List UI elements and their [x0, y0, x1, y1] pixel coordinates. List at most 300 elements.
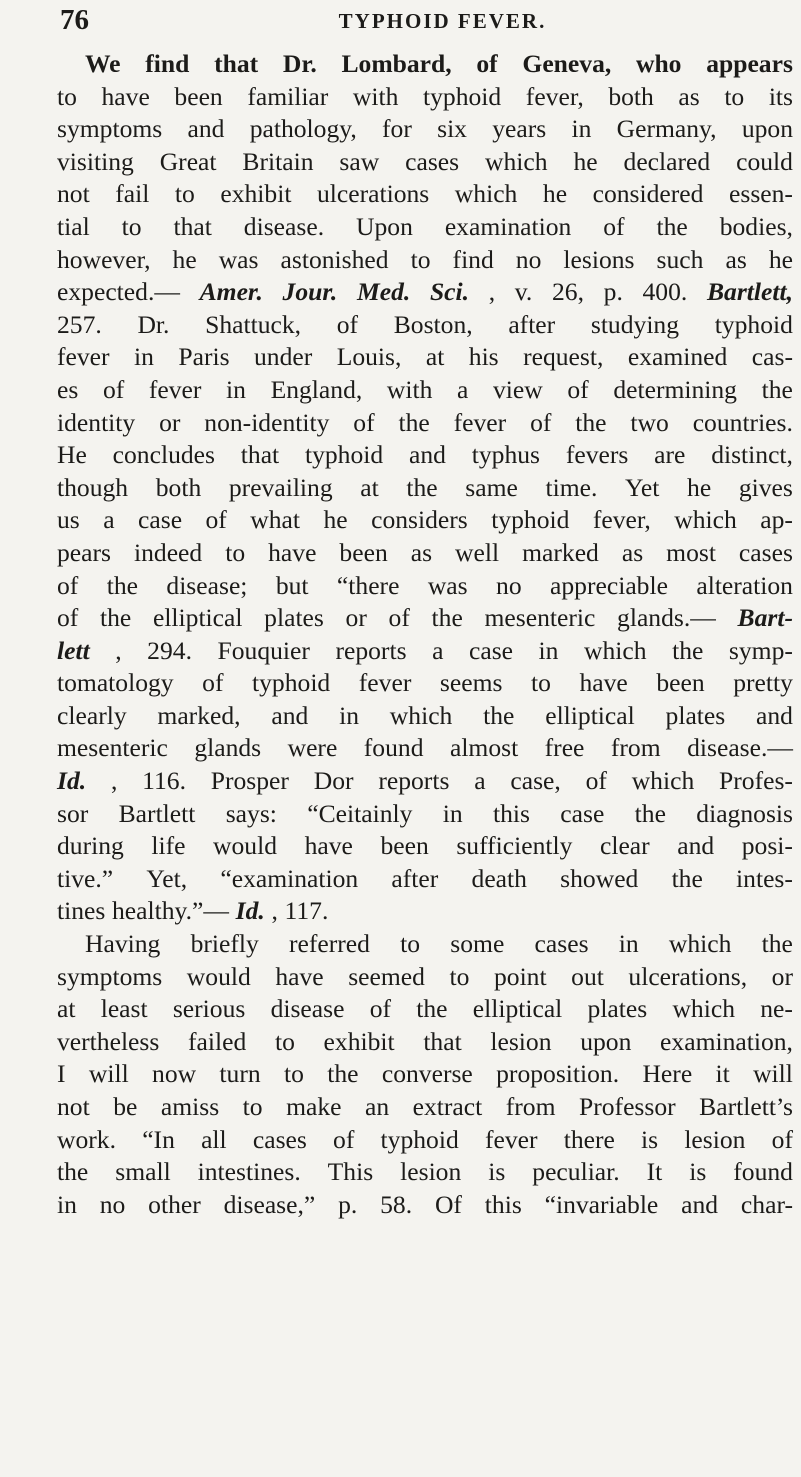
word: lesions — [563, 244, 635, 274]
text-line — [57, 1026, 793, 1059]
word: which — [485, 146, 548, 176]
word: to — [400, 929, 421, 959]
word: at — [360, 472, 379, 502]
word: find — [452, 244, 494, 274]
word: same — [465, 472, 518, 502]
word: This — [327, 1157, 374, 1187]
word: proposition. — [496, 1059, 620, 1089]
word: of — [388, 603, 410, 633]
word: Having — [85, 929, 161, 959]
word: of — [369, 994, 392, 1024]
word: the — [100, 603, 132, 633]
word: char- — [740, 1189, 793, 1219]
word: under — [253, 342, 313, 372]
word: symp- — [728, 635, 793, 665]
word: 58. — [380, 1189, 413, 1219]
word: p. — [338, 1189, 358, 1219]
word: cases — [252, 1124, 307, 1154]
text-line — [57, 700, 793, 733]
word: this — [492, 798, 530, 828]
word: Bart- — [737, 603, 793, 633]
word: case — [468, 635, 514, 665]
word: Bartlett’s — [699, 1092, 793, 1121]
word: the — [398, 407, 430, 437]
word: Britain — [242, 146, 314, 176]
word: I — [57, 1059, 66, 1089]
word: symptoms — [57, 961, 163, 991]
word: in — [57, 1189, 77, 1219]
text-line — [57, 341, 793, 374]
word: He — [57, 440, 87, 470]
word: now — [152, 1059, 197, 1089]
word: marked, — [157, 700, 241, 730]
word: identity — [57, 407, 136, 437]
word: It — [646, 1157, 663, 1187]
word: considered — [592, 179, 704, 209]
word: would — [186, 961, 251, 991]
word: view — [493, 374, 543, 404]
word: alteration — [696, 570, 793, 600]
word: found — [363, 733, 424, 763]
word: appreciable — [550, 570, 668, 600]
word: Upon — [356, 211, 413, 241]
word: to — [283, 1059, 304, 1089]
word: will — [88, 1059, 129, 1089]
word: upon — [741, 114, 793, 144]
word: during — [57, 831, 124, 861]
word: of — [603, 211, 625, 241]
word: or — [345, 603, 367, 633]
word: astonished — [280, 244, 389, 274]
text-line — [57, 472, 793, 505]
word: find — [145, 49, 190, 78]
word: be — [113, 1092, 138, 1121]
word: fever, — [592, 505, 651, 535]
word: of — [476, 49, 498, 78]
word: of — [530, 407, 552, 437]
word: Professor — [579, 1092, 676, 1121]
word: disease. — [243, 211, 325, 241]
word: Bartlett, — [706, 277, 793, 307]
word: disease — [270, 994, 345, 1024]
text-line — [57, 178, 793, 211]
word: been — [339, 537, 388, 567]
word: Here — [642, 1059, 693, 1089]
word: elliptical — [472, 994, 563, 1024]
word: some — [450, 929, 505, 959]
word: cases — [738, 537, 793, 567]
body-text — [57, 48, 793, 1221]
word: typhoid — [491, 505, 570, 535]
word: “there — [336, 570, 400, 600]
word: fever — [484, 1124, 538, 1154]
word: which — [672, 994, 735, 1024]
word: ulcerations — [316, 179, 430, 209]
word: almost — [449, 733, 519, 763]
word: as — [678, 81, 700, 111]
word: seems — [439, 668, 503, 698]
word: “Ceitainly — [307, 798, 413, 828]
word: 116. — [142, 766, 186, 796]
word: was — [218, 244, 259, 274]
text-line — [57, 309, 793, 342]
word: Lombard, — [341, 49, 452, 78]
word: is — [641, 1124, 659, 1154]
word: 26, — [551, 277, 584, 307]
word: his — [468, 342, 499, 372]
word: he — [768, 244, 793, 274]
word: to — [724, 81, 745, 111]
text-line — [57, 48, 793, 81]
word: plates — [665, 700, 726, 730]
word: , — [110, 766, 118, 796]
word: after — [508, 309, 556, 339]
page-number: 76 — [60, 4, 89, 36]
text-line — [57, 928, 793, 961]
word: concludes — [112, 440, 215, 470]
word: studying — [590, 309, 680, 339]
word: he — [573, 146, 598, 176]
text-line — [57, 537, 793, 570]
word: have — [579, 668, 628, 698]
word: Profes- — [719, 766, 793, 796]
text-line — [57, 211, 793, 244]
word: not — [57, 1092, 90, 1121]
word: the — [416, 994, 448, 1024]
word: failed — [188, 1026, 247, 1056]
word: that — [173, 211, 212, 241]
word: for — [382, 114, 412, 144]
word: sor — [57, 798, 89, 828]
word: a — [103, 505, 115, 535]
word: as — [410, 537, 433, 567]
word: marked — [522, 537, 599, 567]
word: non-identity — [204, 407, 330, 437]
word: elliptical — [545, 700, 635, 730]
word: not — [57, 179, 90, 209]
word: will — [753, 1059, 793, 1089]
word: tial — [57, 211, 90, 241]
word: “In — [142, 1124, 175, 1154]
text-line — [57, 374, 793, 407]
word: lesion — [684, 1124, 746, 1154]
word: all — [201, 1124, 227, 1154]
word: typhoid — [714, 309, 793, 339]
word: no — [99, 1189, 126, 1219]
text-line — [57, 276, 793, 309]
page-header — [60, 4, 801, 40]
word: to — [531, 668, 551, 698]
word: says: — [225, 798, 277, 828]
word: been — [656, 668, 705, 698]
word: Jour. — [282, 277, 338, 307]
word: fever — [148, 374, 202, 404]
word: which — [454, 179, 518, 209]
word: lett — [57, 635, 90, 665]
word: which — [668, 929, 732, 959]
word: Id. — [235, 896, 265, 926]
word: us — [57, 505, 80, 535]
text-line — [57, 667, 793, 700]
running-head: TYPHOID FEVER. — [338, 9, 547, 33]
text-line — [57, 602, 793, 635]
word: he — [323, 505, 348, 535]
word: other — [148, 1189, 201, 1219]
word: prevailing — [228, 472, 333, 502]
word: in — [339, 700, 360, 730]
word: of — [57, 603, 79, 633]
word: fever, — [525, 81, 584, 111]
word: the — [634, 798, 666, 828]
word: most — [666, 537, 716, 567]
word: fever — [57, 342, 110, 372]
word: tomatology — [57, 668, 174, 698]
word: ap- — [760, 505, 793, 535]
word: Germany, — [616, 114, 717, 144]
word: symptoms — [57, 114, 163, 144]
text-line — [57, 244, 793, 277]
word: fever — [453, 407, 507, 437]
word: in — [571, 114, 592, 144]
word: as — [725, 244, 747, 274]
word: however, — [57, 244, 151, 274]
word: typhoid — [380, 1124, 459, 1154]
word: the — [431, 603, 463, 633]
word: exhibit — [220, 179, 292, 209]
word: were — [287, 733, 338, 763]
word: at — [57, 994, 76, 1024]
word: the — [671, 863, 703, 893]
word: which — [389, 700, 453, 730]
word: to — [449, 961, 470, 991]
word: the — [106, 570, 138, 600]
word: from — [610, 733, 661, 763]
word: fail — [115, 179, 150, 209]
word: which — [674, 505, 737, 535]
text-line — [57, 863, 793, 896]
word: the — [575, 407, 607, 437]
word: disease; — [166, 570, 248, 600]
word: Yet — [625, 472, 660, 502]
word: converse — [381, 1059, 473, 1089]
word: upon — [580, 1026, 632, 1056]
word: extract — [412, 1092, 483, 1121]
word: years — [492, 114, 547, 144]
word: 257. — [57, 309, 102, 339]
word: “invariable — [544, 1189, 659, 1219]
word: it — [715, 1059, 730, 1089]
word: intestines. — [197, 1157, 301, 1187]
word: no — [515, 244, 542, 274]
word: tines — [57, 896, 106, 926]
word: healthy.”— — [111, 896, 230, 926]
word: Bartlett — [118, 798, 196, 828]
word: bodies, — [719, 211, 793, 241]
word: vertheless — [57, 1026, 160, 1056]
word: fevers — [565, 440, 629, 470]
word: in — [134, 342, 154, 372]
word: have — [101, 81, 150, 111]
word: would — [213, 831, 278, 861]
word: an — [364, 1092, 390, 1121]
text-line — [57, 146, 793, 179]
word: plates — [264, 603, 324, 633]
word: familiar — [247, 81, 329, 111]
word: Paris — [178, 342, 230, 372]
word: to — [274, 1026, 295, 1056]
word: England, — [270, 374, 363, 404]
word: case — [138, 505, 183, 535]
word: Prosper — [210, 766, 289, 796]
word: disease.— — [687, 733, 793, 763]
word: sufficiently — [456, 831, 573, 861]
word: v. — [514, 277, 533, 307]
word: countries. — [692, 407, 793, 437]
word: such — [656, 244, 704, 274]
word: he — [172, 244, 197, 274]
word: have — [275, 961, 324, 991]
word: that — [240, 440, 280, 470]
word: there — [563, 1124, 615, 1154]
word: a — [474, 766, 486, 796]
word: he — [542, 179, 568, 209]
word: could — [736, 146, 793, 176]
word: though — [57, 472, 129, 502]
word: and — [677, 831, 715, 861]
word: the — [761, 929, 793, 959]
word: a — [432, 635, 444, 665]
word: showed — [560, 863, 639, 893]
word: two — [630, 407, 669, 437]
word: pretty — [733, 668, 793, 698]
word: point — [493, 961, 547, 991]
word: 400. — [642, 277, 688, 307]
text-line — [57, 1058, 793, 1091]
word: death — [471, 863, 527, 893]
word: to — [410, 244, 431, 274]
word: glands.— — [617, 603, 716, 633]
word: Shattuck, — [205, 309, 302, 339]
word: examination, — [660, 1026, 793, 1056]
word: mesenteric — [57, 733, 168, 763]
word: in — [226, 374, 246, 404]
word: after — [391, 863, 439, 893]
word: been — [380, 831, 429, 861]
word: of — [333, 1124, 355, 1154]
word: is — [689, 1157, 707, 1187]
word: ne- — [760, 994, 793, 1024]
text-line — [57, 504, 793, 537]
word: Geneva, — [522, 49, 612, 78]
word: Yet, — [146, 863, 188, 893]
word: disease,” — [223, 1189, 316, 1219]
word: are — [654, 440, 686, 470]
word: indeed — [133, 537, 203, 567]
word: of — [353, 407, 375, 437]
text-line — [57, 798, 793, 831]
word: of — [567, 374, 589, 404]
word: peculiar. — [532, 1157, 620, 1187]
word: both — [608, 81, 654, 111]
word: was — [427, 570, 468, 600]
word: appears — [706, 49, 793, 78]
word: lesion — [400, 1157, 462, 1187]
word: to — [121, 211, 142, 241]
word: found — [733, 1157, 793, 1187]
word: of — [205, 505, 227, 535]
word: Louis, — [336, 342, 402, 372]
word: the — [656, 211, 688, 241]
word: is — [488, 1157, 506, 1187]
word: free — [544, 733, 585, 763]
word: cases — [405, 146, 460, 176]
word: declared — [623, 146, 711, 176]
word: he — [687, 472, 712, 502]
word: gives — [738, 472, 793, 502]
text-line — [57, 830, 793, 863]
word: to — [57, 81, 77, 111]
word: fever — [358, 668, 412, 698]
word: the — [406, 472, 438, 502]
word: small — [115, 1157, 171, 1187]
word: that — [423, 1026, 462, 1056]
word: what — [250, 505, 301, 535]
word: elliptical — [152, 603, 243, 633]
word: which — [631, 766, 695, 796]
word: Great — [159, 146, 217, 176]
word: the — [761, 374, 793, 404]
word: visiting — [57, 146, 134, 176]
word: request, — [523, 342, 604, 372]
word: turn — [219, 1059, 261, 1089]
word: clear — [599, 831, 650, 861]
word: have — [268, 537, 317, 567]
word: considers — [371, 505, 468, 535]
text-line — [57, 765, 793, 798]
word: the — [57, 1157, 89, 1187]
word: ulcerations, — [628, 961, 748, 991]
word: determining — [613, 374, 737, 404]
text-line — [57, 1189, 793, 1222]
word: 117. — [284, 896, 329, 926]
word: least — [100, 994, 148, 1024]
word: Dr. — [137, 309, 170, 339]
word: briefly — [190, 929, 259, 959]
word: typhoid — [423, 81, 502, 111]
word: typhoid — [304, 440, 384, 470]
word: both — [155, 472, 202, 502]
word: intes- — [736, 863, 793, 893]
word: but — [275, 570, 309, 600]
word: or — [159, 407, 181, 437]
word: mesenteric — [484, 603, 596, 633]
word: cases — [534, 929, 589, 959]
word: p. — [603, 277, 623, 307]
text-line — [57, 732, 793, 765]
word: Boston, — [393, 309, 473, 339]
word: 294. — [147, 635, 192, 665]
word: examination — [444, 211, 572, 241]
word: typhus — [471, 440, 541, 470]
word: make — [286, 1092, 342, 1121]
word: or — [771, 961, 793, 991]
word: as — [621, 537, 644, 567]
text-line — [57, 635, 793, 668]
word: its — [768, 81, 793, 111]
word: in — [538, 635, 559, 665]
word: Of — [434, 1189, 462, 1219]
word: , — [271, 896, 278, 926]
